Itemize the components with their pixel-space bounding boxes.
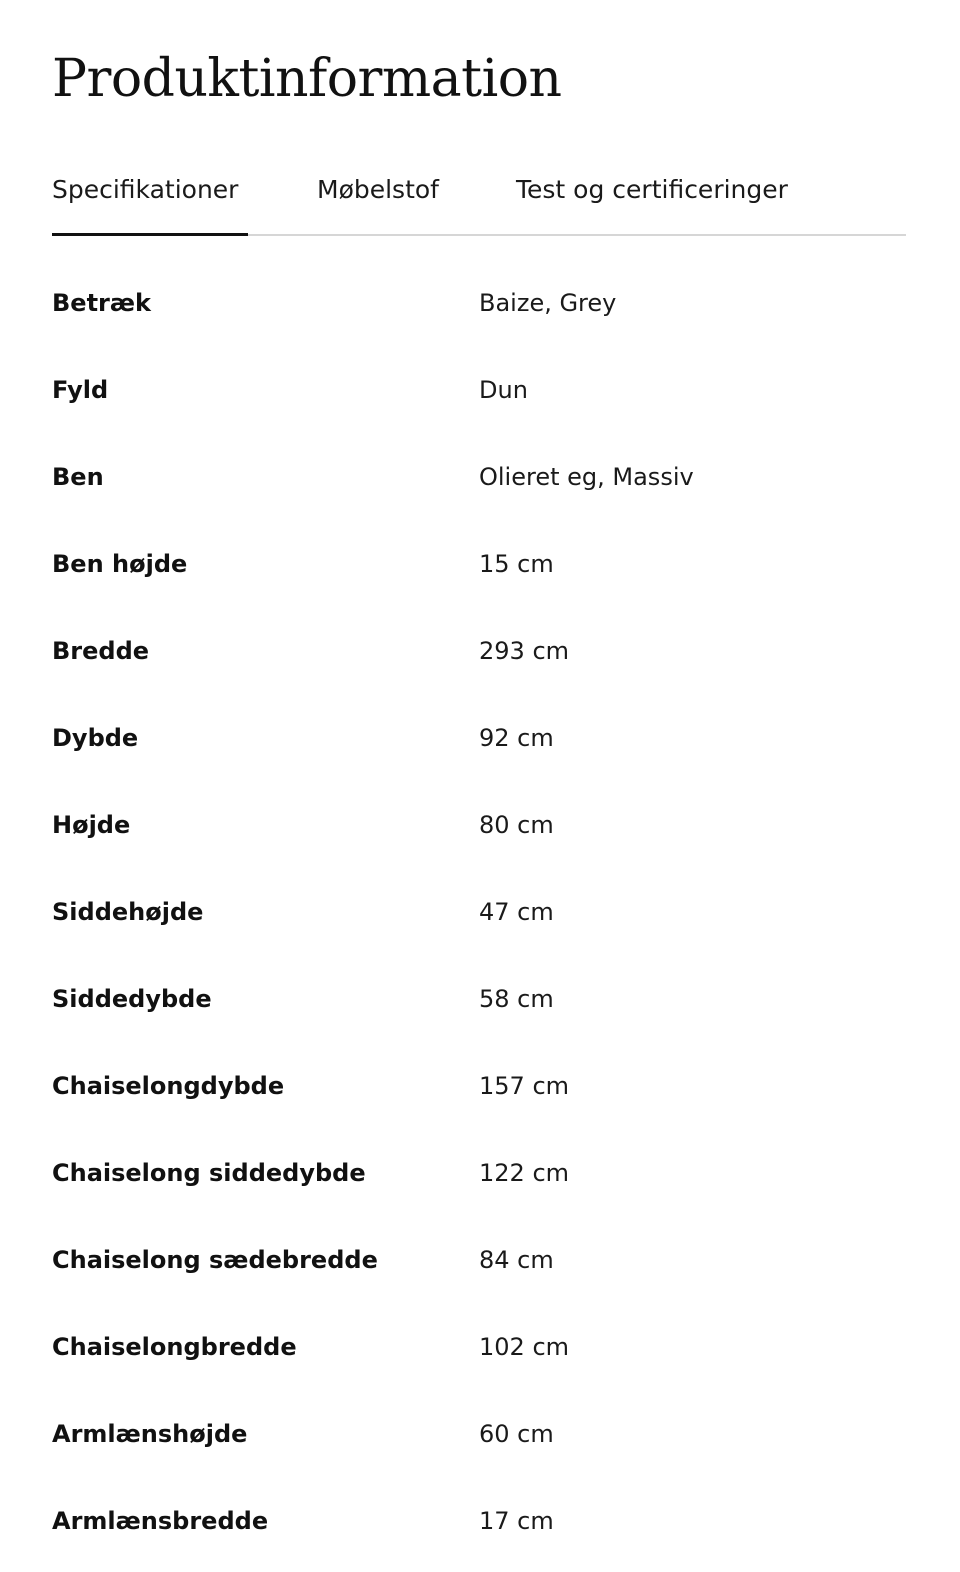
spec-value: Olieret eg, Massiv — [479, 463, 694, 491]
spec-row — [52, 1391, 906, 1478]
spec-value: Dun — [479, 376, 528, 404]
tab-specifikationer[interactable]: Specifikationer — [52, 175, 239, 204]
spec-value: 102 cm — [479, 1333, 570, 1361]
spec-value: 157 cm — [479, 1072, 570, 1100]
spec-label: Betræk — [52, 289, 151, 317]
active-tab-indicator — [52, 233, 248, 236]
spec-value: 60 cm — [479, 1420, 554, 1448]
spec-row — [52, 434, 906, 521]
spec-value: 58 cm — [479, 985, 554, 1013]
spec-row — [52, 1304, 906, 1391]
spec-label: Chaiselongbredde — [52, 1333, 297, 1361]
spec-label: Fyld — [52, 376, 109, 404]
spec-label: Bredde — [52, 637, 150, 665]
spec-row — [52, 1217, 906, 1304]
spec-value: 17 cm — [479, 1507, 554, 1535]
tab-test-og-certificeringer[interactable]: Test og certificeringer — [516, 175, 788, 204]
spec-row — [52, 1043, 906, 1130]
spec-row — [52, 1478, 906, 1565]
spec-label: Ben højde — [52, 550, 188, 578]
spec-value: 80 cm — [479, 811, 554, 839]
spec-row — [52, 521, 906, 608]
spec-label: Armlænsbredde — [52, 1507, 269, 1535]
spec-value: 15 cm — [479, 550, 554, 578]
spec-row — [52, 347, 906, 434]
spec-label: Chaiselongdybde — [52, 1072, 285, 1100]
tab-bar — [52, 162, 906, 236]
spec-label: Dybde — [52, 724, 139, 752]
tab-mobelstof[interactable]: Møbelstof — [317, 175, 439, 204]
spec-label: Armlænshøjde — [52, 1420, 248, 1448]
spec-value: 293 cm — [479, 637, 570, 665]
spec-value: 122 cm — [479, 1159, 570, 1187]
spec-label: Ben — [52, 463, 104, 491]
spec-row — [52, 1130, 906, 1217]
spec-value: 47 cm — [479, 898, 554, 926]
spec-row — [52, 956, 906, 1043]
spec-label: Chaiselong sædebredde — [52, 1246, 378, 1274]
spec-label: Siddedybde — [52, 985, 212, 1013]
spec-label: Chaiselong siddedybde — [52, 1159, 366, 1187]
spec-value: Baize, Grey — [479, 289, 617, 317]
spec-row — [52, 869, 906, 956]
page-title: Produktinformation — [52, 49, 562, 109]
spec-row — [52, 695, 906, 782]
spec-label: Siddehøjde — [52, 898, 204, 926]
spec-value: 84 cm — [479, 1246, 554, 1274]
spec-label: Højde — [52, 811, 131, 839]
spec-row — [52, 260, 906, 347]
spec-row — [52, 782, 906, 869]
spec-row — [52, 608, 906, 695]
spec-value: 92 cm — [479, 724, 554, 752]
specifications-table — [52, 260, 906, 1565]
